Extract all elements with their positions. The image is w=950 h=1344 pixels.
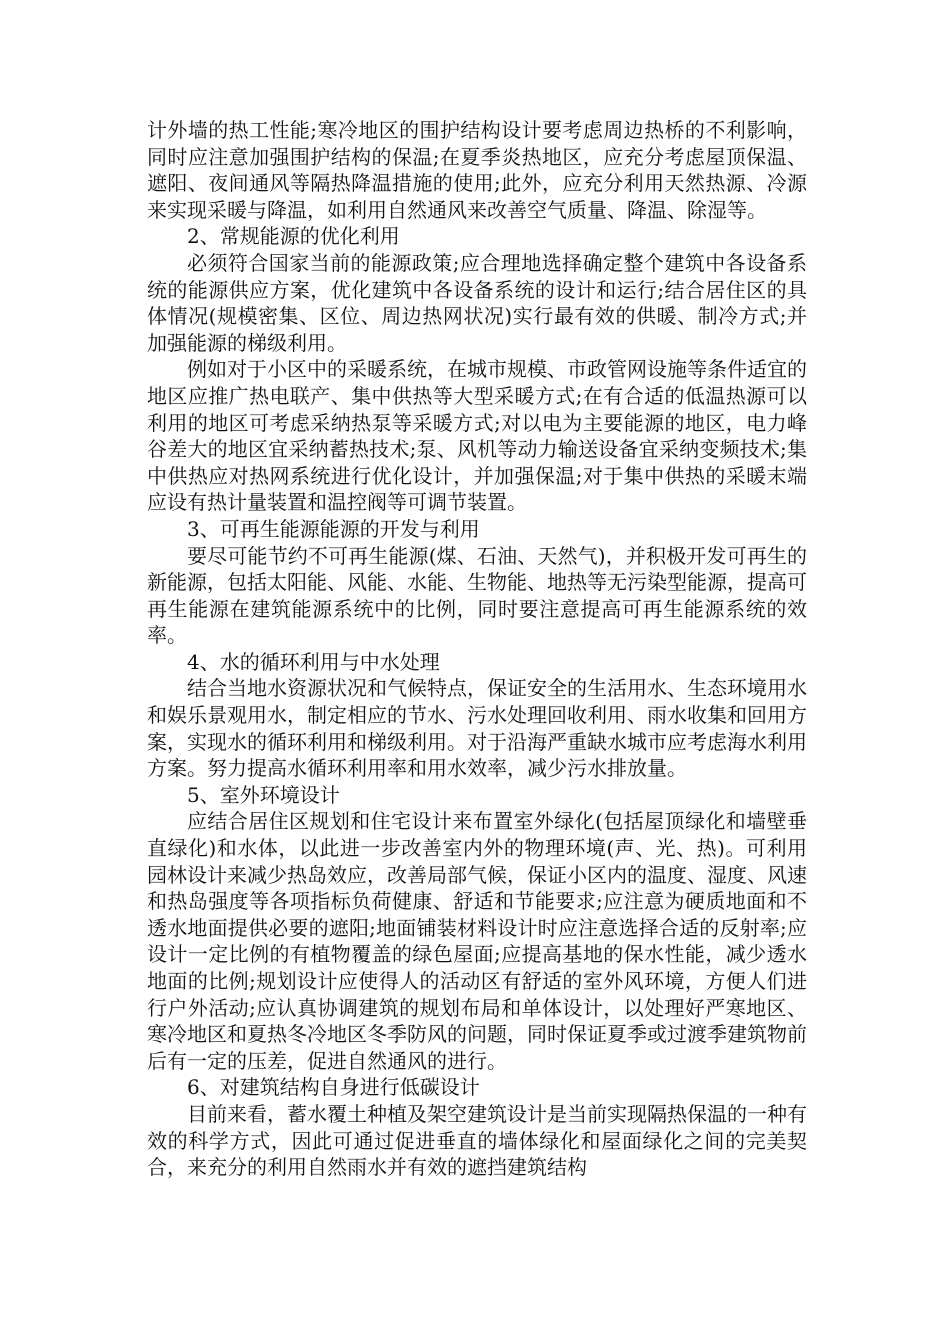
paragraph: 必须符合国家当前的能源政策;应合理地选择确定整个建筑中各设备系统的能源供应方案，优化建筑中各设备系统的设计和运行;结合居住区的具体情况(规模密集、区位、周边热网状况)实行最有效的供暖、制冷方式;并加强能源的梯级利用。 (147, 250, 807, 355)
paragraph: 结合当地水资源状况和气候特点，保证安全的生活用水、生态环境用水和娱乐景观用水，制定相应的节水、污水处理回收利用、雨水收集和回用方案，实现水的循环利用和梯级利用。对于沿海严重缺水城市应考虑海水利用方案。努力提高水循环利用率和用水效率，减少污水排放量。 (147, 676, 807, 781)
section-heading-5: 5、室外环境设计 (187, 782, 340, 807)
paragraph: 例如对于小区中的采暖系统，在城市规模、市政管网设施等条件适宜的地区应推广热电联产、集中供热等大型采暖方式;在有合适的低温热源可以利用的地区可考虑采纳热泵等采暖方式;对以电为主要能源的地区，电力峰谷差大的地区宜采纳蓄热技术;泵、风机等动力输送设备宜采纳变频技术;集中供热应对热网系统进行优化设计，并加强保温;对于集中供热的采暖末端应设有热计量装置和温控阀等可调节装置。 (147, 357, 807, 515)
paragraph: 应结合居住区规划和住宅设计来布置室外绿化(包括屋顶绿化和墙壁垂直绿化)和水体，以此进一步改善室内外的物理环境(声、光、热)。可利用园林设计来减少热岛效应，改善局部气候，保证小区内的温度、湿度、风速和热岛强度等各项指标负荷健康、舒适和节能要求;应注意为硬质地面和不透水地面提供必要的遮阳;地面铺装材料设计时应注意选择合适的反射率;应设计一定比例的有植物覆盖的绿色屋面;应提高基地的保水性能，减少透水地面的比例;规划设计应使得人的活动区有舒适的室外风环境，方便人们进行户外活动;应认真协调建筑的规划布局和单体设计，以处理好严寒地区、寒冷地区和夏热冬冷地区冬季防风的问题，同时保证夏季或过渡季建筑物前后有一定的压差，促进自然通风的进行。 (147, 809, 807, 1073)
section-heading-3: 3、可再生能源能源的开发与利用 (187, 516, 480, 541)
document-body (147, 117, 807, 1181)
paragraph: 目前来看，蓄水覆土种植及架空建筑设计是当前实现隔热保温的一种有效的科学方式，因此可通过促进垂直的墙体绿化和屋面绿化之间的完美契合，来充分的利用自然雨水并有效的遮挡建筑结构 (147, 1101, 807, 1180)
paragraph-continuation: 计外墙的热工性能;寒冷地区的围护结构设计要考虑周边热桥的不利影响，同时应注意加强围护结构的保温;在夏季炎热地区，应充分考虑屋顶保温、遮阳、夜间通风等隔热降温措施的使用;此外，应充分利用天然热源、冷源来实现采暖与降温，如利用自然通风来改善空气质量、降温、除湿等。 (147, 118, 807, 222)
section-heading-2: 2、常规能源的优化利用 (187, 224, 400, 249)
section-heading-4: 4、水的循环利用与中水处理 (187, 649, 440, 674)
paragraph: 要尽可能节约不可再生能源(煤、石油、天然气)，并积极开发可再生的新能源，包括太阳能、风能、水能、生物能、地热等无污染型能源，提高可再生能源在建筑能源系统中的比例，同时要注意提高可再生能源系统的效率。 (147, 543, 807, 648)
section-heading-6: 6、对建筑结构自身进行低碳设计 (187, 1075, 480, 1100)
